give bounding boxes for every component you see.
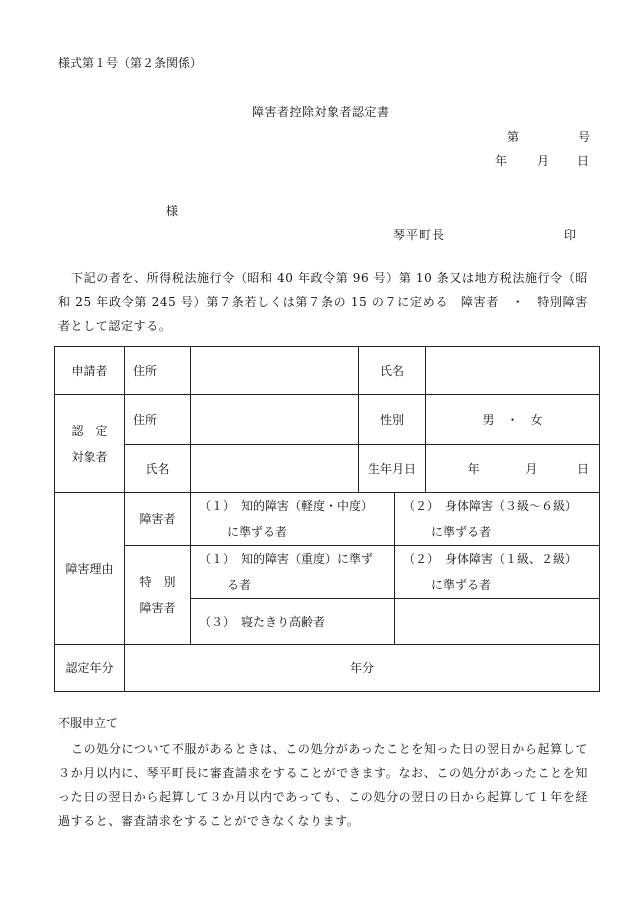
sex-label: 性別 xyxy=(359,395,426,445)
applicant-name-label: 氏名 xyxy=(359,347,426,395)
birthdate-field[interactable] xyxy=(426,445,600,493)
subject-label-line1: 認 定 xyxy=(71,423,108,438)
subject-address-label: 住所 xyxy=(125,395,191,445)
special-item-3[interactable]: （３） 寝たきり高齢者 xyxy=(191,599,395,645)
special-item-2-line1: （２） 身体障害（１級、２級） xyxy=(403,552,578,566)
special-label xyxy=(125,546,191,645)
birth-day: 日 xyxy=(577,461,590,476)
birth-month: 月 xyxy=(525,461,538,476)
disabled-item-1[interactable] xyxy=(191,493,395,546)
appeal-heading: 不服申立て xyxy=(58,716,119,730)
issuer-name: 琴平町長 xyxy=(393,228,446,242)
date-day: 日 xyxy=(577,154,590,168)
form-number: 様式第１号（第２条関係） xyxy=(58,56,203,70)
subject-name-label: 氏名 xyxy=(125,445,191,493)
certification-table xyxy=(54,346,600,692)
disabled-item-2-line1: （２） 身体障害（３級～６級） xyxy=(403,499,578,513)
applicant-row xyxy=(55,347,600,395)
special-row xyxy=(55,546,600,599)
special-item-blank xyxy=(395,599,600,645)
subject-address-field[interactable] xyxy=(191,395,359,445)
special-label-line2: 障害者 xyxy=(139,601,176,615)
subject-name-row xyxy=(55,445,600,493)
subject-address-row xyxy=(55,395,600,445)
disabled-item-1-line2: に準ずる者 xyxy=(227,525,288,539)
addressee-suffix: 様 xyxy=(166,204,179,218)
special-item-2[interactable] xyxy=(395,546,600,599)
special-item-1[interactable] xyxy=(191,546,395,599)
appeal-paragraph: この処分について不服があるときは、この処分があったことを知った日の翌日から起算して３か月以内に、琴平町長に審査請求をすることができます。なお、この処分があったことを知った日の翌日から起算して３か月以内であっても、この処分の翌日の日から起算して１年を経過すると、審査請求をすることができなくなります。 xyxy=(58,742,588,828)
disabled-item-2-line2: に準ずる者 xyxy=(431,525,492,539)
number-suffix: 号 xyxy=(578,130,591,144)
intro-paragraph: 下記の者を、所得税法施行令（昭和 40 年政令第 96 号）第 10 条又は地方税法施行令（昭和 25 年政令第 245 号）第７条若しくは第７条の 15 の７に定める 障害者 ・ 特別障害者として認定する。 xyxy=(58,271,588,333)
special-item-1-line1: （１） 知的障害（重度）に準ず xyxy=(199,552,374,566)
number-prefix: 第 xyxy=(507,130,520,144)
special-label-line1: 特 別 xyxy=(139,575,176,589)
applicant-label: 申請者 xyxy=(55,347,125,395)
applicant-address-label: 住所 xyxy=(125,347,191,395)
birthdate-label: 生年月日 xyxy=(359,445,426,493)
applicant-address-field[interactable] xyxy=(191,347,359,395)
special-item-1-line2: る者 xyxy=(227,578,252,592)
year-row xyxy=(55,645,600,692)
disabled-label: 障害者 xyxy=(125,493,191,546)
applicant-name-field[interactable] xyxy=(426,347,600,395)
disabled-row xyxy=(55,493,600,546)
year-value[interactable]: 年分 xyxy=(125,645,600,692)
disabled-item-1-line1: （１） 知的障害（軽度・中度） xyxy=(199,499,374,513)
document-title: 障害者控除対象者認定書 xyxy=(252,105,390,119)
subject-name-field[interactable] xyxy=(191,445,359,493)
disabled-item-2[interactable] xyxy=(395,493,600,546)
reason-label: 障害理由 xyxy=(55,493,125,645)
subject-label xyxy=(55,395,125,493)
subject-label-line2: 対象者 xyxy=(71,449,108,464)
year-label: 認定年分 xyxy=(55,645,125,692)
date-month: 月 xyxy=(537,154,550,168)
sex-options[interactable]: 男 ・ 女 xyxy=(426,395,600,445)
date-year: 年 xyxy=(495,154,508,168)
special-item-2-line2: に準ずる者 xyxy=(431,578,492,592)
birth-year: 年 xyxy=(467,461,480,476)
seal-mark: 印 xyxy=(564,228,577,242)
